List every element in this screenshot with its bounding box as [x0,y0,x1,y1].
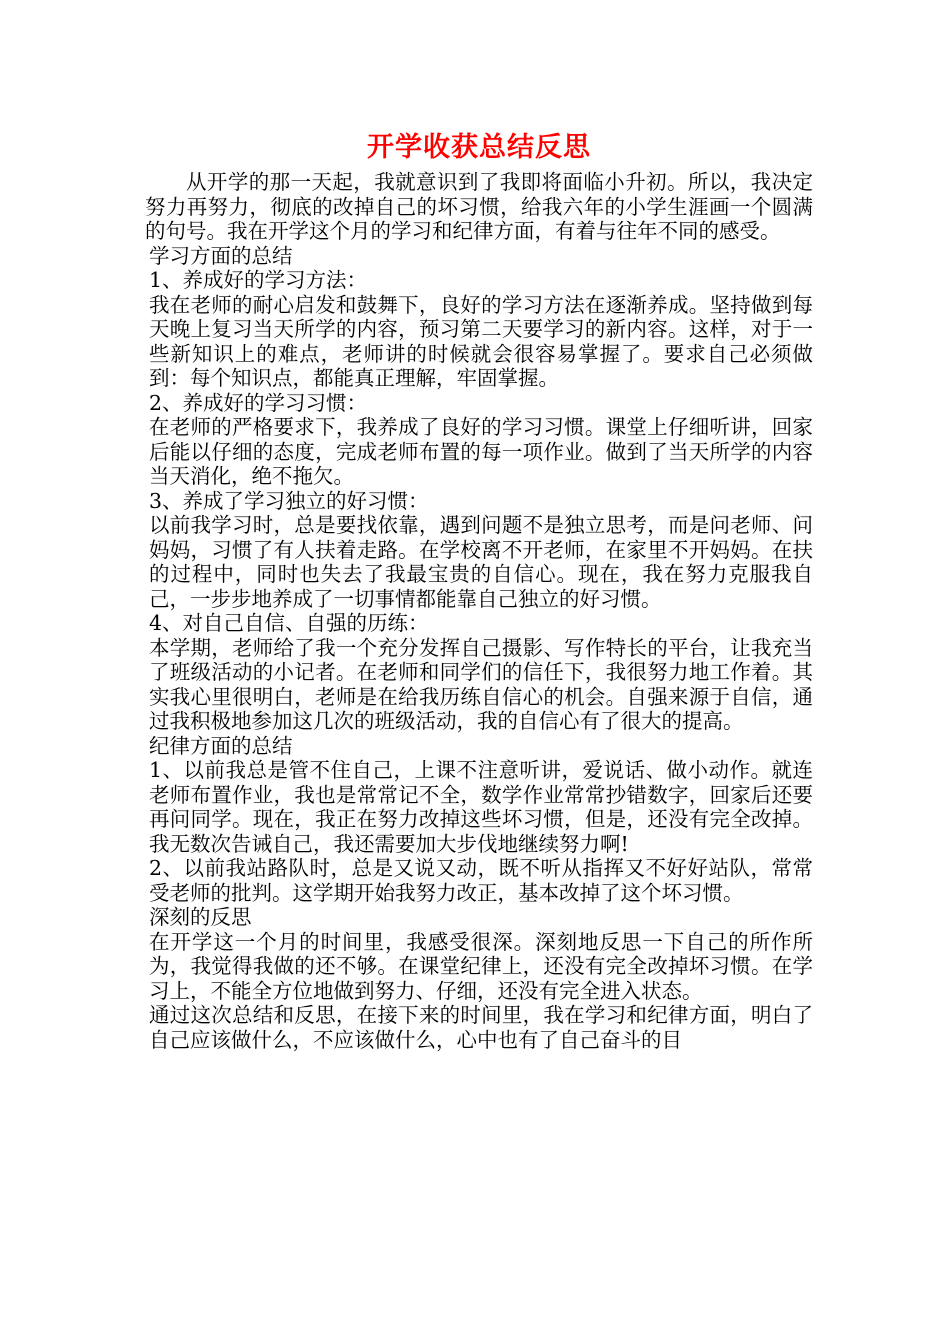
paragraph-reflection: 在开学这一个月的时间里，我感受很深。深刻地反思一下自己的所作所为，我觉得我做的还不够。在课堂纪律上，还没有完全改掉坏习惯。在学习上，不能全方位地做到努力、仔细，还没有完全进入状态。 [149,929,813,1003]
section-heading-discipline: 纪律方面的总结 [149,733,293,758]
paragraph-confidence: 本学期，老师给了我一个充分发挥自己摄影、写作特长的平台，让我充当了班级活动的小记者。在老师和同学们的信任下，我很努力地工作着。其实我心里很明白，老师是在给我历练自信心的机会。自强来源于自信，通过我积极地参加这几次的班级活动，我的自信心有了很大的提高。 [149,635,813,733]
subheading-study-method: 1、养成好的学习方法： [149,268,368,292]
section-heading-reflection: 深刻的反思 [149,905,252,929]
document-title: 开学收获总结反思 [367,132,591,163]
subheading-confidence: 4、对自己自信、自强的历练： [149,611,429,635]
paragraph-study-habit: 在老师的严格要求下，我养成了良好的学习习惯。课堂上仔细听讲，回家后能以仔细的态度，完成老师布置的每一项作业。做到了当天所学的内容当天消化，绝不拖欠。 [149,415,813,488]
paragraph-independence: 以前我学习时，总是要找依靠，遇到问题不是独立思考，而是问老师、问妈妈，习惯了有人扶着走路。在学校离不开老师，在家里不开妈妈。在扶的过程中，同时也失去了我最宝贵的自信心。现在，我在努力克服我自己，一步步地养成了一切事情都能靠自己独立的好习惯。 [149,513,813,611]
document-page [145,128,813,1052]
paragraph-conclusion: 通过这次总结和反思，在接下来的时间里，我在学习和纪律方面，明白了自己应该做什么，不应该做什么，心中也有了自己奋斗的目 [149,1003,813,1052]
paragraph-discipline-1: 1、以前我总是管不住自己，上课不注意听讲，爱说话、做小动作。就连老师布置作业，我也是常常记不全，数学作业常常抄错数字，回家后还要再问同学。现在，我正在努力改掉这些坏习惯，但是，还没有完全改掉。我无数次告诫自己，我还需要加大步伐地继续努力啊! [149,758,813,856]
paragraph-intro: 从开学的那一天起，我就意识到了我即将面临小升初。所以，我决定努力再努力，彻底的改掉自己的坏习惯，给我六年的小学生涯画一个圆满的句号。我在开学这个月的学习和纪律方面，有着与往年不同的感受。 [145,170,813,243]
paragraph-study-method: 我在老师的耐心启发和鼓舞下，良好的学习方法在逐渐养成。坚持做到每天晚上复习当天所学的内容，预习第二天要学习的新内容。这样，对于一些新知识上的难点，老师讲的时候就会很容易掌握了。要求自己必须做到：每个知识点，都能真正理解，牢固掌握。 [149,292,813,390]
section-heading-study: 学习方面的总结 [149,243,293,268]
subheading-study-habit: 2、养成好的学习习惯： [149,390,368,415]
paragraph-discipline-2: 2、以前我站路队时，总是又说又动，既不听从指挥又不好好站队，常常受老师的批判。这学期开始我努力改正，基本改掉了这个坏习惯。 [149,856,813,905]
subheading-independence: 3、养成了学习独立的好习惯： [149,488,429,513]
